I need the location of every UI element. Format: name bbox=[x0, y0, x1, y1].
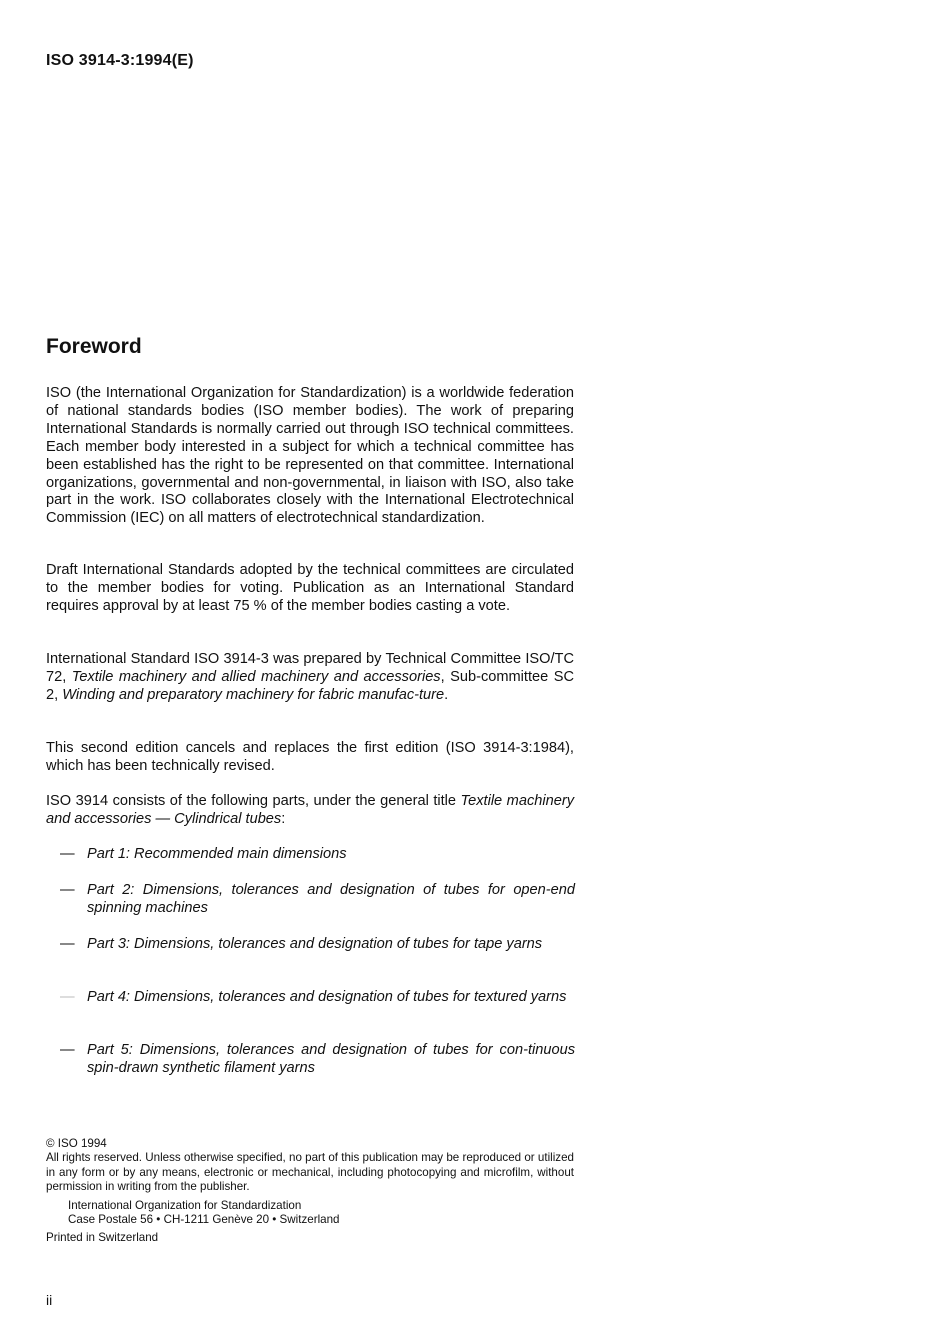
period: . bbox=[444, 686, 449, 703]
part-4-text: Part 4: Dimensions, tolerances and designation of tubes for textured yarns bbox=[87, 989, 567, 1005]
paragraph-parts-intro bbox=[46, 793, 574, 829]
page-title: Foreword bbox=[46, 335, 142, 358]
dash-bullet: — bbox=[60, 989, 75, 1005]
colon: : bbox=[281, 810, 286, 827]
paragraph-edition: This second edition cancels and replaces the first edition (ISO 3914-3:1984), which has been technically revised. bbox=[46, 740, 574, 774]
parts-intro-text: ISO 3914 consists of the following parts, under the general title bbox=[46, 793, 461, 809]
printed-in: Printed in Switzerland bbox=[46, 1231, 159, 1245]
part-5-text: Part 5: Dimensions, tolerances and designation of tubes for con-tinuous spin-drawn synthetic filament yarns bbox=[87, 1042, 575, 1076]
address-line-1: International Organization for Standardization bbox=[68, 1198, 302, 1212]
rights-notice: All rights reserved. Unless otherwise specified, no part of this publication may be reproduced or utilized in any form or by any means, electronic or mechanical, including photocopying and microfilm, without permission in writing from the publisher. bbox=[46, 1151, 574, 1194]
part-3-text: Part 3: Dimensions, tolerances and designation of tubes for tape yarns bbox=[87, 936, 543, 952]
dash-bullet: — bbox=[60, 936, 75, 952]
part-2-text: Part 2: Dimensions, tolerances and designation of tubes for open-end spinning machines bbox=[87, 882, 575, 916]
dash-bullet: — bbox=[60, 846, 75, 862]
publisher-address bbox=[46, 1199, 574, 1228]
list-item bbox=[60, 846, 575, 864]
copyright-line: © ISO 1994 bbox=[46, 1137, 107, 1150]
copyright-block bbox=[46, 1137, 574, 1246]
general-title: Textile machinery and accessories — Cylindrical tubes bbox=[46, 793, 574, 827]
part-1-text: Part 1: Recommended main dimensions bbox=[87, 846, 347, 862]
list-item bbox=[60, 882, 575, 918]
paragraph-iso-intro: ISO (the International Organization for Standardization) is a worldwide federation of national standards bodies (ISO member bodies). The work of preparing International Standards is normally carried out through ISO technical committees. Each member body interested in a subject for which a technical committee has been established has the right to be represented on that committee. International organizations, governmental and non-governmental, in liaison with ISO, also take part in the work. ISO collaborates closely with the International Electrotechnical Commission (IEC) on all matters of electrotechnical standardization. bbox=[46, 385, 574, 527]
list-item bbox=[60, 1042, 575, 1078]
paragraph-prepared-by bbox=[46, 651, 574, 705]
dash-bullet: — bbox=[60, 882, 75, 898]
address-line-2: Case Postale 56 • CH-1211 Genève 20 • Switzerland bbox=[68, 1213, 340, 1227]
subcommittee-title: Winding and preparatory machinery for fabric manufac-ture bbox=[62, 686, 445, 703]
committee-title: Textile machinery and allied machinery and accessories bbox=[71, 668, 441, 685]
subcommittee-text: , Sub-committee SC 2, bbox=[46, 668, 574, 703]
paragraph-draft-standards: Draft International Standards adopted by the technical committees are circulated to the member bodies for voting. Publication as an International Standard requires approval by at least 75 % of the member bodies casting a vote. bbox=[46, 562, 574, 614]
page-number: ii bbox=[46, 1292, 53, 1308]
list-item bbox=[60, 989, 575, 1007]
prepared-by-text: International Standard ISO 3914-3 was prepared by Technical Committee ISO/TC 72, bbox=[46, 651, 574, 685]
dash-bullet: — bbox=[60, 1042, 75, 1058]
standard-id-header: ISO 3914-3:1994(E) bbox=[46, 52, 194, 69]
list-item bbox=[60, 936, 575, 954]
